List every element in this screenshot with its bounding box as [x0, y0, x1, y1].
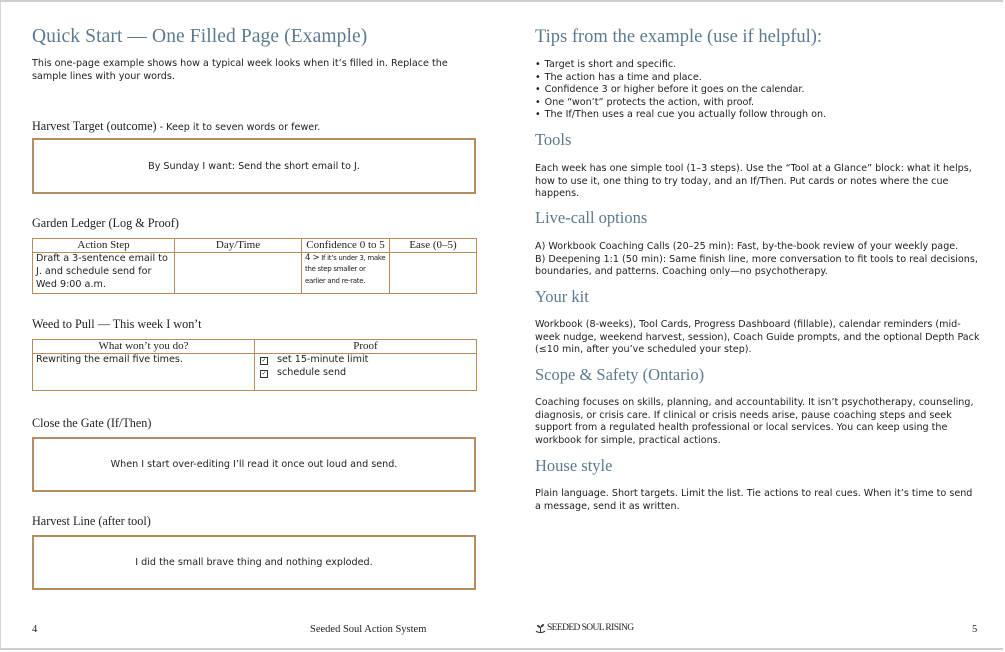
intro-text: This one-page example shows how a typical week looks when it’s filled in. Replace the sample lines with your words.: [32, 58, 448, 82]
weed-to-pull-heading: Weed to Pull — This week I won’t: [32, 317, 202, 331]
harvest-target-value: By Sunday I want: Send the short email to J.: [148, 160, 360, 172]
table-header-row: [33, 340, 477, 354]
harvest-target-label: Harvest Target (outcome): [32, 119, 157, 133]
proof-item-text: schedule send: [277, 366, 347, 378]
weed-to-pull-table: [32, 339, 477, 391]
column-header: Proof: [255, 340, 477, 354]
checkbox-checked-icon[interactable]: ✓: [261, 357, 267, 364]
close-the-gate-heading: Close the Gate (If/Then): [32, 416, 152, 430]
proof-cell: [255, 354, 477, 391]
page-number: 5: [972, 624, 978, 635]
live-call-option-a: A) Workbook Coaching Calls (20–25 min): Fast, by-the-book review of your weekly page.: [535, 241, 959, 252]
checkbox-checked-icon[interactable]: ✓: [261, 369, 267, 377]
house-style-heading: House style: [535, 456, 613, 475]
harvest-target-heading: [32, 119, 320, 134]
tools-text: Each week has one simple tool (1–3 steps). Use the “Tool at a Glance” block: what it helps, how to use it, one thing to try today, and an If/Then. Put cards or notes where the cue happens.: [535, 163, 972, 200]
table-row: [33, 253, 477, 294]
tools-heading: Tools: [535, 130, 572, 149]
table-row: [33, 354, 477, 391]
list-item: • Confidence 3 or higher before it goes on the calendar.: [535, 84, 826, 97]
column-header: Confidence 0 to 5: [302, 239, 390, 253]
action-step-cell[interactable]: Draft a 3-sentence email to J. and schedule send for Wed 9:00 a.m.: [33, 253, 175, 294]
confidence-note: If it’s under 3, make the step smaller or earlier and re-rate.: [305, 254, 386, 285]
column-header: Action Step: [33, 239, 175, 253]
scope-safety-heading: Scope & Safety (Ontario): [535, 365, 705, 384]
brand-logo: [535, 623, 634, 633]
list-item: • The If/Then uses a real cue you actually follow through on.: [535, 109, 826, 122]
close-the-gate-field[interactable]: [32, 437, 476, 492]
day-time-cell[interactable]: [175, 253, 302, 294]
page-title: Quick Start — One Filled Page (Example): [32, 26, 368, 47]
seedling-logo-icon: [535, 623, 546, 633]
list-item: • One “won’t” protects the action, with proof.: [535, 97, 826, 110]
right-page: [535, 0, 980, 652]
your-kit-text: Workbook (8-weeks), Tool Cards, Progress Dashboard (fillable), calendar reminders (mid-week nudge, weekend harvest, session), Coach Guide prompts, and the optional Depth Pack (≤10 min, after you’ve scheduled your step).: [535, 319, 980, 356]
close-the-gate-value: When I start over-editing I’ll read it once out loud and send.: [110, 459, 398, 470]
list-item: • The action has a time and place.: [535, 72, 826, 85]
your-kit-heading: Your kit: [535, 287, 589, 306]
column-header: Day/Time: [175, 239, 302, 253]
garden-ledger-heading: Garden Ledger (Log & Proof): [32, 216, 179, 230]
live-call-option-b: B) Deepening 1:1 (50 min): Same finish line, more conversation to fit tools to real decisions, boundaries, and patterns. Coaching only—no psychotherapy.: [535, 253, 978, 278]
wont-cell[interactable]: Rewriting the email five times.: [33, 354, 255, 391]
house-style-text: Plain language. Short targets. Limit the list. Tie actions to real cues. When it’s time to send a message, send it as written.: [535, 488, 973, 512]
table-header-row: [33, 239, 477, 253]
list-item: • Target is short and specific.: [535, 59, 826, 72]
tips-list: [535, 59, 826, 122]
tips-heading: Tips from the example (use if helpful):: [535, 27, 823, 47]
book-title-footer: Seeded Soul Action System: [310, 624, 427, 635]
proof-item[interactable]: [258, 354, 473, 367]
scope-safety-text: Coaching focuses on skills, planning, and accountability. It isn’t psychotherapy, counseling, diagnosis, or crisis care. If clinical or crisis needs arise, pause coaching steps and seek support from a regulated health professional or local services. You can keep using the workbook for simple, practical actions.: [535, 397, 974, 446]
harvest-target-hint: - Keep it to seven words or fewer.: [156, 122, 321, 133]
page-number: 4: [32, 624, 38, 635]
confidence-cell[interactable]: [302, 253, 390, 294]
column-header: What won’t you do?: [33, 340, 255, 354]
proof-item-text: set 15-minute limit: [277, 354, 369, 365]
proof-item[interactable]: [258, 367, 473, 380]
harvest-target-field[interactable]: [32, 138, 476, 194]
left-page: [32, 0, 476, 652]
harvest-line-heading: Harvest Line (after tool): [32, 514, 151, 528]
logo-text: SEEDED SOUL RISING: [547, 623, 634, 633]
ease-cell[interactable]: [390, 253, 477, 294]
live-call-heading: Live-call options: [535, 208, 648, 227]
harvest-line-value: I did the small brave thing and nothing exploded.: [135, 557, 373, 568]
garden-ledger-table: [32, 238, 477, 294]
live-call-text: [535, 241, 980, 279]
confidence-value: 4 >: [305, 253, 320, 263]
column-header: Ease (0–5): [390, 239, 477, 253]
harvest-line-field[interactable]: [32, 535, 476, 590]
